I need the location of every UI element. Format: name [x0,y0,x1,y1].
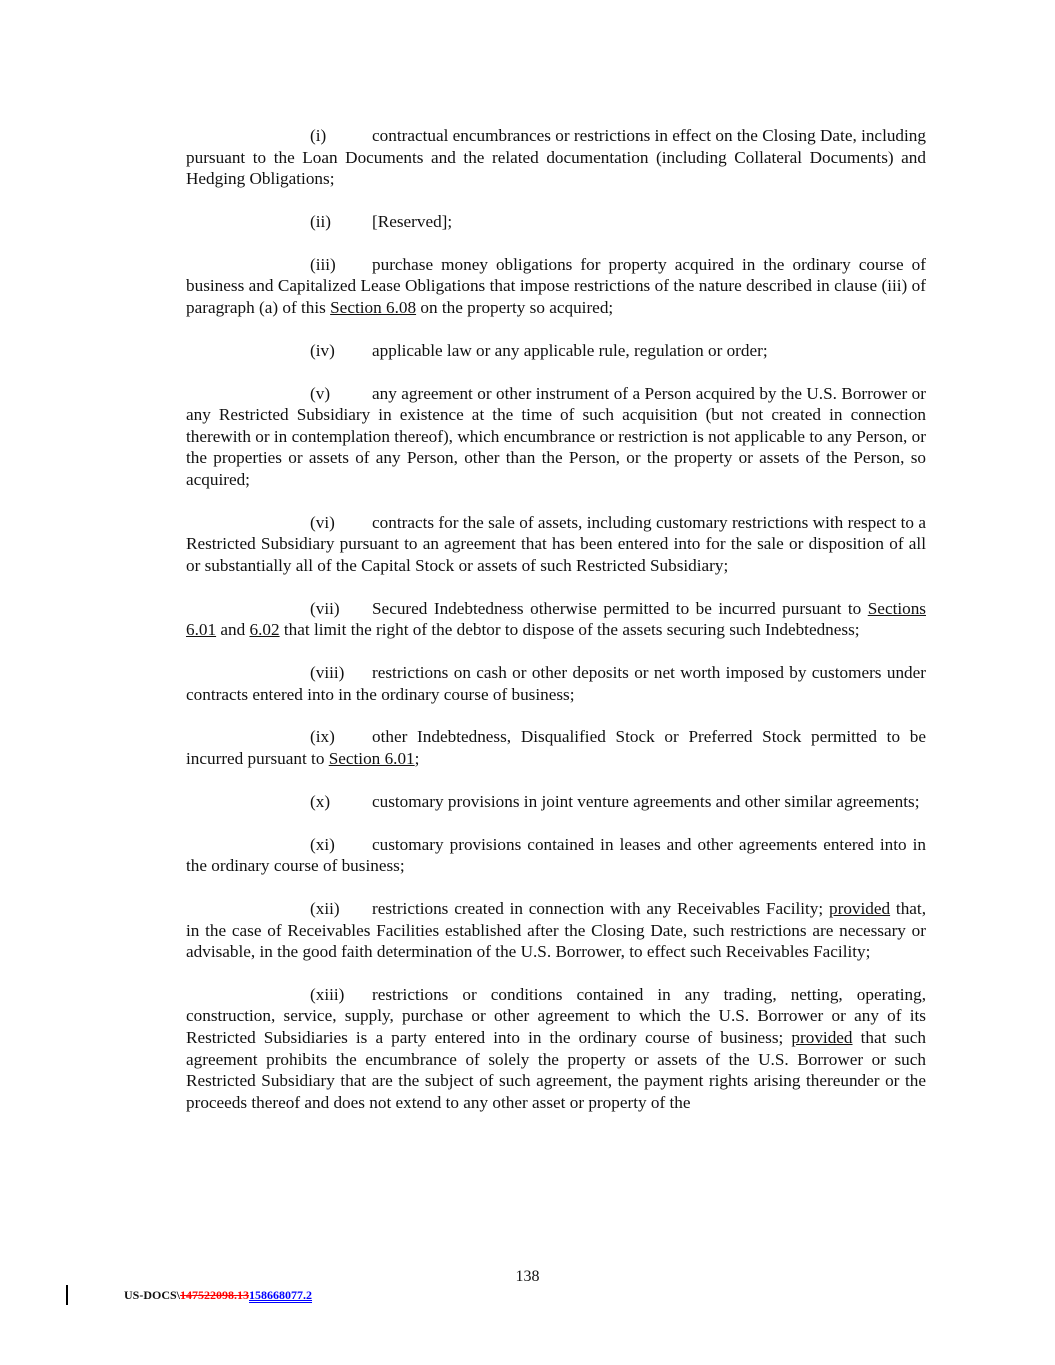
section-reference: Section 6.08 [330,297,417,317]
clause-v [186,383,926,491]
doc-id-prefix: US-DOCS\ [124,1288,181,1302]
clause-label: (ii) [310,211,331,231]
clause-text: ; [414,748,420,768]
clause-label: (v) [310,383,331,403]
clause-xi [186,834,926,877]
clause-viii [186,662,926,705]
clause-label: (iii) [310,254,336,274]
clause-text: restrictions or conditions contained in any trading, netting, operating, construction, service, supply, purchase or other agreement to which the U.S. Borrower or any of its Restricted Subsidiaries is a party entered into in the ordinary course of business; [186,984,926,1048]
clause-xii [186,898,926,963]
clause-ix [186,726,926,769]
clause-text: customary provisions in joint venture agreements and other similar agreements; [372,791,920,811]
clause-vii [186,598,926,641]
clause-text: and [216,620,250,640]
clause-x [186,791,926,813]
clause-text: that limit the right of the debtor to dispose of the assets securing such Indebtedness; [279,620,860,640]
revision-change-bar [66,1285,68,1305]
clause-label: (xii) [310,898,340,918]
clause-text: that such agreement prohibits the encumbrance of solely the property or assets of the U.S. Borrower or such Restricted Subsidiary that are the subject of such agreement, the payment rights arising thereunder or the proceeds thereof and does not extend to any other asset or property of the [186,1028,926,1112]
clause-text: Secured Indebtedness otherwise permitted to be incurred pursuant to [372,598,868,618]
clause-xiii [186,984,926,1114]
clause-text: on the property so acquired; [416,297,614,317]
clause-text: contractual encumbrances or restrictions in effect on the Closing Date, including pursuant to the Loan Documents and the related documentation (including Collateral Documents) and Hedging Obligations; [186,126,926,189]
clause-text: applicable law or any applicable rule, regulation or order; [372,340,768,360]
clause-list [186,125,926,1135]
clause-text: customary provisions contained in leases and other agreements entered into in the ordinary course of business; [186,834,926,876]
clause-vi [186,512,926,577]
section-reference: Section 6.01 [328,748,415,768]
clause-text: [Reserved]; [372,211,453,231]
clause-text: that, in the case of Receivables Facilities established after the Closing Date, such restrictions are necessary or advisable, in the good faith determination of the U.S. Borrower, to effect such Receivables Facility; [186,898,926,962]
clause-label: (vi) [310,512,335,532]
clause-label: (xiii) [310,984,345,1004]
document-id-footer [124,1288,312,1303]
clause-text: purchase money obligations for property acquired in the ordinary course of business and Capitalized Lease Obligations that impose restrictions of the nature described in clause (iii) of paragraph (a) of this [186,254,926,317]
doc-id-deleted: 147522098.13 [180,1288,250,1302]
clause-iv [186,340,926,362]
clause-label: (iv) [310,340,335,360]
doc-id-inserted: 158668077.2 [249,1288,313,1302]
section-reference: 6.02 [249,620,280,640]
page-number: 138 [515,1268,540,1285]
clause-text: contracts for the sale of assets, including customary restrictions with respect to a Restricted Subsidiary pursuant to an agreement that has been entered into for the sale or disposition of all or substantially all of the Capital Stock or assets of such Restricted Subsidiary; [186,512,926,575]
clause-label: (xi) [310,834,335,854]
clause-label: (vii) [310,598,340,618]
clause-text: restrictions on cash or other deposits or net worth imposed by customers under contracts entered into in the ordinary course of business; [186,663,926,704]
section-reference: Sections 6.01 [186,598,926,640]
clause-text: any agreement or other instrument of a Person acquired by the U.S. Borrower or any Restricted Subsidiary in existence at the time of such acquisition (but not created in connection therewith or in contemplation thereof), which encumbrance or restriction is not applicable to any Person, or the properties or assets of any Person, other than the Person, or the property or assets of the Person, so acquired; [186,383,926,489]
clause-label: (ix) [310,727,335,747]
clause-label: (i) [310,126,327,145]
clause-text: restrictions created in connection with any Receivables Facility; [372,898,829,918]
provided-term: provided [791,1028,853,1048]
clause-i [186,125,926,190]
provided-term: provided [829,898,891,918]
clause-text: other Indebtedness, Disqualified Stock or Preferred Stock permitted to be incurred pursuant to [186,727,926,768]
clause-label: (viii) [310,663,345,682]
clause-ii [186,211,926,233]
clause-iii [186,254,926,319]
clause-label: (x) [310,791,331,811]
